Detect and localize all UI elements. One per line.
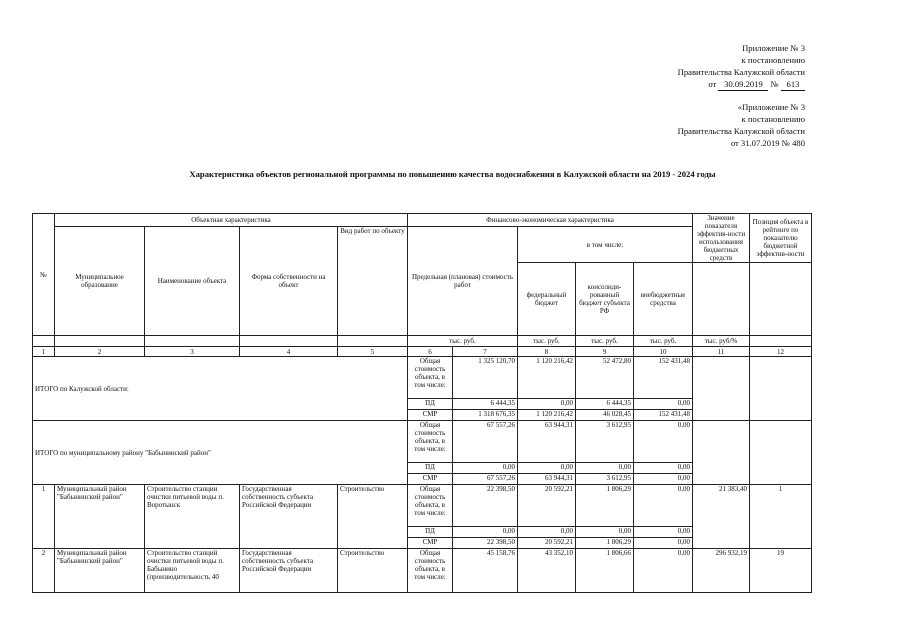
- rating-position: 1: [750, 485, 812, 549]
- header-work-type: Вид работ по объекту: [338, 227, 408, 336]
- cost-type: Общая стоимость объекта, в том числе:: [408, 485, 453, 527]
- unit-cell: тыс. руб.: [576, 336, 634, 347]
- government-line: Правительства Калужской области: [677, 126, 805, 136]
- header-federal-budget: федеральный бюджет: [518, 263, 576, 336]
- extrabudget-value: 0,00: [634, 538, 693, 549]
- object-work-type: Строительство: [338, 485, 408, 549]
- object-municipality: Муниципальный район "Бабынинский район": [55, 485, 145, 549]
- extrabudget-value: 0,00: [634, 549, 693, 593]
- header-cost: Предельная (плановая) стоимость работ: [408, 227, 518, 336]
- column-number: 7: [453, 347, 518, 357]
- cost-value: 1 318 676,35: [453, 410, 518, 421]
- cost-value: 45 158,76: [453, 549, 518, 593]
- header-finance-group: Финансово-экономическая характеристика: [408, 214, 693, 227]
- cost-value: 6 444,35: [453, 399, 518, 410]
- consolidated-value: 1 806,29: [576, 485, 634, 527]
- header-object-name: Наименование объекта: [145, 227, 240, 336]
- cost-value: 22 398,50: [453, 485, 518, 527]
- unit-cell: тыс. руб.: [634, 336, 693, 347]
- appendix-header-previous: [678, 101, 805, 149]
- resolution-line: к постановлению: [741, 114, 805, 124]
- cost-value: 22 398,50: [453, 538, 518, 549]
- header-efficiency: Значение показателя эффектив-ности использования бюджетных средств: [693, 214, 750, 263]
- consolidated-value: 46 028,45: [576, 410, 634, 421]
- number-prefix: №: [770, 79, 779, 89]
- date-number-line: от 31.07.2019 № 480: [730, 138, 805, 148]
- header-municipality: Муниципальное образование: [55, 227, 145, 336]
- federal-value: 1 120 216,42: [518, 410, 576, 421]
- federal-value: 43 352,10: [518, 549, 576, 593]
- total-region-label: ИТОГО по Калужской области:: [33, 357, 408, 421]
- federal-value: 0,00: [518, 463, 576, 474]
- table-row: [33, 549, 812, 593]
- table-row: [33, 421, 812, 463]
- table-row: [33, 357, 812, 399]
- table-row: [33, 485, 812, 527]
- federal-value: 63 944,31: [518, 474, 576, 485]
- header-rating-position: Позиция объекта в рейтинге по показателю бюджетной эффектив-ности: [750, 214, 812, 263]
- consolidated-value: 0,00: [576, 527, 634, 538]
- column-number: 5: [338, 347, 408, 357]
- header-consolidated-budget: консолиди-рованный бюджет субъекта РФ: [576, 263, 634, 336]
- government-line: Правительства Калужской области: [677, 67, 805, 77]
- federal-value: 0,00: [518, 399, 576, 410]
- object-work-type: Строительство: [338, 549, 408, 593]
- objects-table: [32, 213, 812, 593]
- cost-type: СМР: [408, 410, 453, 421]
- extrabudget-value: 0,00: [634, 421, 693, 463]
- federal-value: 1 120 216,42: [518, 357, 576, 399]
- cost-type: ПД: [408, 527, 453, 538]
- consolidated-value: 52 472,80: [576, 357, 634, 399]
- object-municipality: Муниципальный район "Бабынинский район": [55, 549, 145, 593]
- appendix-line: Приложение № 3: [742, 43, 805, 53]
- header-object-group: Объектная характеристика: [55, 214, 408, 227]
- document-title: Характеристика объектов региональной программы по повышению качества водоснабжения в Калужской области на 2019 - 2024 годы: [189, 169, 716, 179]
- column-number: 4: [240, 347, 338, 357]
- unit-cell: тыс. руб.: [518, 336, 576, 347]
- column-number: 11: [693, 347, 750, 357]
- total-district-label: ИТОГО по муниципальному району "Бабынинский район": [33, 421, 408, 485]
- column-number: 12: [750, 347, 812, 357]
- consolidated-value: 0,00: [576, 463, 634, 474]
- cost-value: 0,00: [453, 463, 518, 474]
- consolidated-value: 3 612,95: [576, 474, 634, 485]
- header-num: №: [33, 214, 55, 336]
- extrabudget-value: 0,00: [634, 485, 693, 527]
- object-ownership: Государственная собственность субъекта Российской Федерации: [240, 485, 338, 549]
- column-number: 3: [145, 347, 240, 357]
- resolution-date: 30.09.2019: [718, 78, 768, 91]
- column-number: 8: [518, 347, 576, 357]
- consolidated-value: 3 612,95: [576, 421, 634, 463]
- header-ownership: Форма собственности на объект: [240, 227, 338, 336]
- column-number: 6: [408, 347, 453, 357]
- efficiency-value: 296 932,19: [693, 549, 750, 593]
- date-number-line: [678, 78, 805, 91]
- object-name: Строительство станций очистки питьевой воды п. Бабынино (производительность 40: [145, 549, 240, 593]
- extrabudget-value: 0,00: [634, 527, 693, 538]
- appendix-header-current: [678, 42, 805, 91]
- consolidated-value: 6 444,35: [576, 399, 634, 410]
- appendix-line: «Приложение № 3: [737, 102, 805, 112]
- extrabudget-value: 152 431,48: [634, 357, 693, 399]
- cost-value: 0,00: [453, 527, 518, 538]
- unit-cell: тыс. руб/%: [693, 336, 750, 347]
- object-number: 2: [33, 549, 55, 593]
- extrabudget-value: 0,00: [634, 399, 693, 410]
- rating-position: 19: [750, 549, 812, 593]
- cost-type: Общая стоимость объекта, в том числе:: [408, 357, 453, 399]
- column-number: 9: [576, 347, 634, 357]
- cost-value: 67 557,26: [453, 474, 518, 485]
- extrabudget-value: 0,00: [634, 463, 693, 474]
- cost-type: СМР: [408, 474, 453, 485]
- header-extrabudgetary: внебюджетные средства: [634, 263, 693, 336]
- extrabudget-value: 152 431,48: [634, 410, 693, 421]
- cost-type: Общая стоимость объекта, в том числе:: [408, 421, 453, 463]
- object-name: Строительство станции очистки питьевой воды п. Воротынск: [145, 485, 240, 549]
- date-prefix: от: [708, 79, 717, 89]
- federal-value: 63 944,31: [518, 421, 576, 463]
- resolution-line: к постановлению: [741, 55, 805, 65]
- header-in-that-number: в том числе:: [518, 227, 693, 263]
- column-number: 10: [634, 347, 693, 357]
- cost-type: ПД: [408, 463, 453, 474]
- federal-value: 0,00: [518, 527, 576, 538]
- cost-type: ПД: [408, 399, 453, 410]
- cost-type: Общая стоимость объекта, в том числе:: [408, 549, 453, 593]
- cost-value: 67 557,26: [453, 421, 518, 463]
- column-number: 1: [33, 347, 55, 357]
- federal-value: 20 592,21: [518, 485, 576, 527]
- object-number: 1: [33, 485, 55, 549]
- federal-value: 20 592,21: [518, 538, 576, 549]
- cost-value: 1 325 120,70: [453, 357, 518, 399]
- consolidated-value: 1 806,29: [576, 538, 634, 549]
- efficiency-value: 21 383,40: [693, 485, 750, 549]
- resolution-number: 613: [781, 78, 805, 91]
- cost-type: СМР: [408, 538, 453, 549]
- extrabudget-value: 0,00: [634, 474, 693, 485]
- column-number: 2: [55, 347, 145, 357]
- consolidated-value: 1 806,66: [576, 549, 634, 593]
- object-ownership: Государственная собственность субъекта Российской Федерации: [240, 549, 338, 593]
- unit-cell: тыс. руб.: [408, 336, 518, 347]
